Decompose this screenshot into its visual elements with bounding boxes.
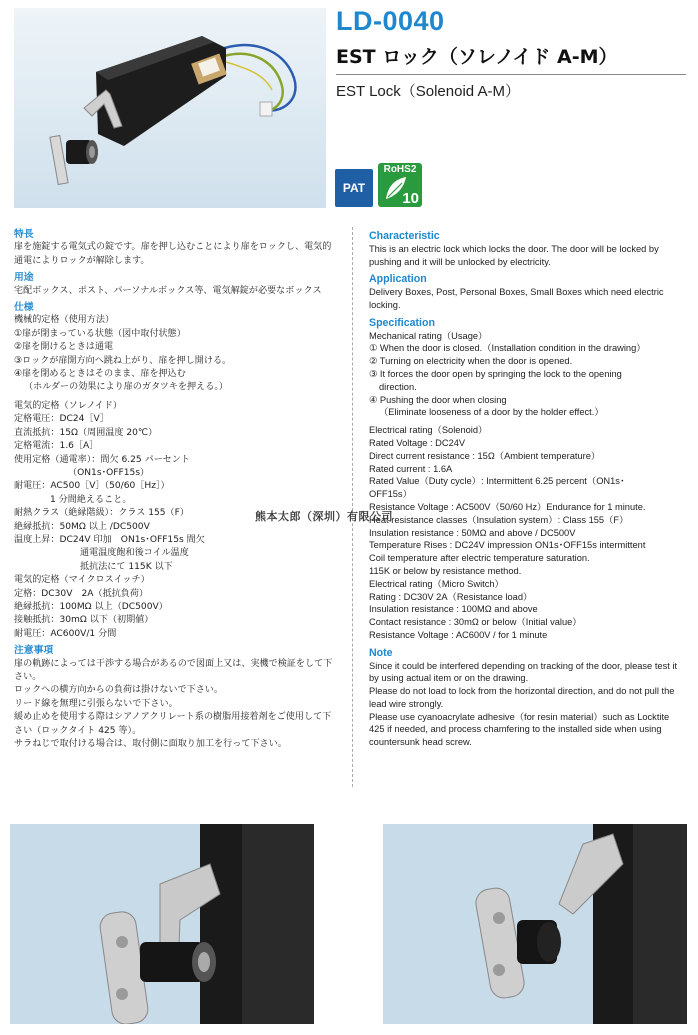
elec-line-jp: 定格電流：1.6［A］	[14, 441, 99, 452]
elec-line: Heat resistance classes（Insulation system）: Class 155（F）	[369, 514, 629, 525]
usage-heading-jp: 用途	[14, 272, 34, 284]
elec-line: Rated current : 1.6A	[369, 463, 453, 474]
elec-line: Resistance Voltage : AC600V / for 1 minute	[369, 629, 548, 640]
note-line-jp: リード線を無理に引張らないで下さい。	[14, 698, 178, 709]
elec-line: Insulation resistance : 50MΩ and above / DC500V	[369, 527, 576, 538]
product-photo-main	[14, 8, 326, 208]
mech-line: ④ Pushing the door when closing	[369, 394, 507, 405]
elec-line: Rated Voltage : DC24V	[369, 437, 466, 448]
elec-line: Electrical rating（Micro Switch）	[369, 578, 504, 589]
rohs-number: 10	[402, 190, 419, 207]
elec-line-jp: 電気的定格（ソレノイド）	[14, 400, 122, 411]
mech-line: direction.	[379, 381, 417, 392]
spec-line-jp: （ホルダーの効果により扉のガタツキを押える。）	[24, 382, 228, 393]
feature-heading-jp: 特長	[14, 229, 34, 240]
characteristic-heading: Characteristic	[369, 230, 440, 242]
elec-line-jp: 抵抗法にて 115K 以下	[80, 561, 173, 572]
elec-line: Rated Value（Duty cycle）: Intermittent 6.25 percent（ON1s･	[369, 476, 625, 487]
elec-line: Coil temperature after electric temperature saturation.	[369, 553, 590, 564]
elec-line: Temperature Rises : DC24V impression ON1s･OFF15s intermittent	[369, 540, 646, 551]
product-code: LD-0040	[336, 6, 445, 36]
elec-line-jp: 絶縁抵抗：50MΩ 以上 /DC500V	[14, 521, 150, 532]
note-line-jp: 扉の軌跡によっては干渉する場合があるので図面上又は、実機で検証をして下さい。	[14, 658, 333, 682]
elec-line-jp: 定格電圧：DC24［V］	[14, 414, 109, 425]
specification-heading: Specification	[369, 316, 435, 329]
spec-heading-jp: 仕様	[14, 302, 34, 314]
page-title-en: EST Lock（Solenoid A-M）	[336, 83, 520, 100]
spec-line-jp: ④扉を閉めるときはそのまま、扉を押込む	[14, 369, 186, 380]
spec-line-jp: ③ロックが扉開方向へ跳ね上がり、扉を押し開ける。	[14, 355, 232, 366]
elec-line-jp: 接触抵抗：30mΩ 以下（初期値）	[14, 615, 154, 626]
rohs-badge	[378, 163, 422, 207]
spec-line-jp: 機械的定格（使用方法）	[14, 315, 115, 326]
elec-line-jp: 絶縁抵抗：100MΩ 以上（DC500V）	[14, 601, 168, 612]
pat-badge: PAT	[335, 169, 373, 207]
spec-line-jp: ①扉が閉まっている状態（図中取付状態）	[14, 328, 186, 339]
elec-line: Resistance Voltage : AC500V（50/60 Hz）Endurance for 1 minute.	[369, 501, 646, 512]
note-heading: Note	[369, 646, 393, 659]
note-heading-jp: 注意事項	[14, 645, 54, 657]
elec-line-jp: 定格：DC30V 2A（抵抗負荷）	[14, 588, 149, 599]
title-divider	[336, 74, 686, 75]
elec-line-jp: 耐熱クラス（絶縁階級）：クラス 155（F）	[14, 508, 189, 519]
note-line: Please use cyanoacrylate adhesive（for resin material）such as Locktite 425 if needed, and process chamfering to the installed side when using countersunk head screw.	[369, 711, 670, 748]
rohs-label: RoHS2	[383, 164, 417, 175]
elec-line: Rating : DC30V 2A（Resistance load）	[369, 591, 533, 602]
elec-line: Contact resistance : 30mΩ or below（Initial value）	[369, 617, 582, 628]
product-photo-closeup-right	[383, 824, 687, 1024]
note-line-jp: 緩め止めを使用する際はシアノアクリレート系の樹脂用接着剤をご使用して下さい（ロックタイト 425 等）。	[14, 712, 332, 736]
lock-closeup-illustration-right	[383, 824, 687, 1024]
note-line-jp: ロックへの横方向からの負荷は掛けないで下さい。	[14, 685, 223, 696]
elec-line-jp: 1 分間絶えること。	[50, 494, 132, 505]
mech-line: ③ It forces the door open by springing the lock to the opening	[369, 368, 622, 379]
elec-line: OFF15s）	[369, 489, 412, 500]
elec-line-jp: 使用定格（通電率）：間欠 6.25 パーセント	[14, 454, 190, 465]
elec-line: Electrical rating（Solenoid）	[369, 425, 488, 436]
elec-line-jp: 耐電圧：AC600V/1 分間	[14, 628, 117, 639]
elec-line: Insulation resistance : 100MΩ and above	[369, 604, 538, 615]
column-divider	[352, 227, 353, 787]
feature-text-jp: 扉を施錠する電気式の錠です。扉を押し込むことにより扉をロックし、電気的通電によりロックが解除します。	[14, 242, 332, 266]
application-text: Delivery Boxes, Post, Personal Boxes, Small Boxes which need electric locking.	[369, 287, 664, 310]
solenoid-lock-illustration	[14, 8, 326, 208]
application-heading: Application	[369, 273, 427, 286]
elec-line-jp: 電気的定格（マイクロスイッチ）	[14, 575, 150, 586]
elec-line-jp: 温度上昇：DC24V 印加 ON1s･OFF15s 間欠	[14, 534, 205, 545]
note-line: Since it could be interfered depending on tracking of the door, please test it by using actual item or on the drawing.	[369, 660, 678, 684]
note-line: Please do not load to lock from the horizontal direction, and do not pull the lead wire strongly.	[369, 686, 675, 709]
note-line-jp: サラねじで取付ける場合は、取付側に面取り加工を行って下さい。	[14, 739, 287, 750]
japanese-column	[14, 225, 336, 751]
page-title-jp: EST ロック（ソレノイド A-M）	[336, 46, 618, 68]
mech-line: ② Turning on electricity when the door is opened.	[369, 356, 573, 367]
mech-line: ① When the door is closed.（Installation condition in the drawing）	[369, 343, 646, 354]
usage-text-jp: 宅配ボックス、ポスト、パーソナルボックス等、電気解錠が必要なボックス	[14, 285, 322, 296]
elec-line-jp: 耐電圧：AC500［V］（50/60［Hz］）	[14, 481, 170, 492]
product-photo-closeup-left	[10, 824, 314, 1024]
elec-line: Direct current resistance : 15Ω（Ambient temperature）	[369, 450, 601, 461]
watermark: 熊本太郎（深圳）有限公司	[255, 510, 393, 523]
mech-line: Mechanical rating（Usage）	[369, 330, 488, 341]
elec-line-jp: 直流抵抗：15Ω（周囲温度 20℃）	[14, 427, 158, 438]
english-column	[369, 225, 687, 749]
elec-line-jp: （ON1s･OFF15s）	[68, 467, 150, 478]
mech-line: （Eliminate looseness of a door by the holder effect.）	[379, 407, 604, 418]
characteristic-text: This is an electric lock which locks the door. The door will be locked by pushing and it will be unlocked by electricity.	[369, 243, 659, 267]
spec-line-jp: ②扉を開けるときは通電	[14, 342, 114, 353]
elec-line-jp: 通電温度飽和後コイル温度	[80, 548, 189, 559]
elec-line: 115K or below by resistance method.	[369, 565, 522, 576]
lock-closeup-illustration	[10, 824, 314, 1024]
